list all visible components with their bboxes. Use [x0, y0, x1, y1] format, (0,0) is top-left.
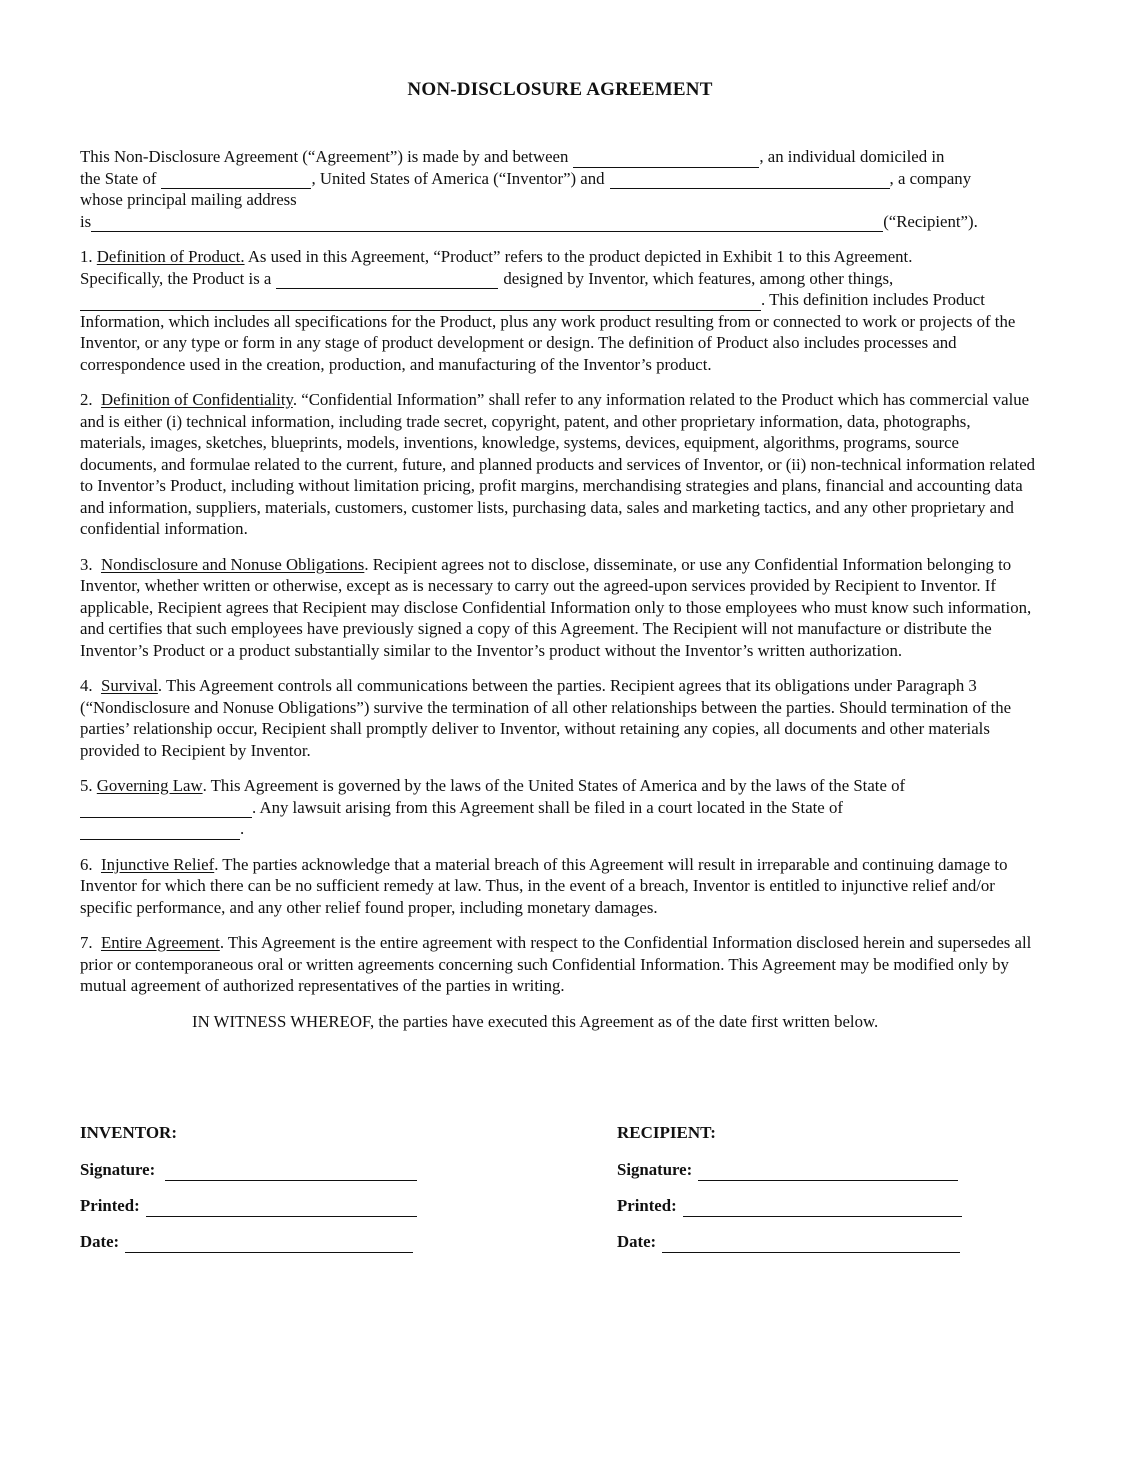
inventor-signature-line[interactable] [165, 1164, 417, 1181]
clause-heading: Survival [100, 676, 158, 695]
printed-label: Printed: [80, 1196, 140, 1215]
intro-line-3 [80, 189, 1040, 211]
intro-text: the State of [80, 168, 157, 188]
clause-6 [80, 854, 1040, 919]
clause-number: 3. [80, 554, 93, 574]
product-features-blank[interactable] [80, 294, 761, 311]
clause-text: . This Agreement is governed by the laws of the United States of America and by the laws of the State of [202, 776, 906, 795]
governing-state-blank[interactable] [80, 801, 252, 818]
clause-text: . Any lawsuit arising from this Agreement shall be filed in a court located in the State of [252, 797, 843, 817]
inventor-date-line[interactable] [125, 1236, 413, 1253]
recipient-signature-block [617, 1122, 977, 1268]
clause-1-line-1 [80, 246, 1040, 268]
witness-statement: IN WITNESS WHEREOF, the parties have executed this Agreement as of the date first written below. [192, 1011, 879, 1031]
clause-text: . Recipient agrees not to disclose, disseminate, or use any Confidential Information belonging to Inventor, whether written or otherwise, except as is necessary to carry out the agreed-upon services provided by Recipient to Inventor. If applicable, Recipient agrees that Recipient may disclose Confidential Information only to those employees who must know such information, and certifies that such employees have previously signed a copy of this Agreement. The Recipient will not manufacture or distribute the Inventor’s Product or a product substantially similar to the Inventor’s product without the Inventor’s written authorization. [80, 554, 1032, 660]
signature-label: Signature: [617, 1160, 693, 1179]
clause-number: 4. [80, 676, 93, 695]
clause-heading: Injunctive Relief [100, 854, 215, 874]
inventor-printed-line[interactable] [146, 1200, 417, 1217]
clause-heading: Nondisclosure and Nonuse Obligations [100, 554, 365, 574]
intro-text: , a company [889, 168, 972, 188]
inventor-name-blank[interactable] [573, 151, 759, 168]
recipient-address-blank[interactable] [91, 215, 883, 232]
recipient-heading: RECIPIENT: [617, 1123, 716, 1142]
intro-text: , an individual domiciled in [759, 147, 945, 166]
intro-line-4 [80, 211, 1040, 233]
recipient-signature-line[interactable] [698, 1164, 958, 1181]
clause-5-line-2 [80, 797, 1040, 819]
clause-5-line-1 [80, 775, 1040, 797]
clause-number: 1. [80, 247, 93, 266]
clause-text: . This Agreement controls all communications between the parties. Recipient agrees that its obligations under Paragraph 3 (“Nondisclosure and Nonuse Obligations”) survive the termination of all other relationships between the parties. Should termination of the parties’ relationship occur, Recipient shall promptly deliver to Inventor, without retaining any copies, all documents and other materials provided to Recipient by Inventor. [80, 676, 1012, 760]
intro-text: (“Recipient”). [883, 211, 978, 231]
inventor-heading: INVENTOR: [80, 1123, 177, 1142]
clause-number: 2. [80, 390, 93, 409]
intro-text: This Non-Disclosure Agreement (“Agreement”) is made by and between [80, 147, 569, 166]
clause-1-line-3 [80, 289, 1040, 311]
clause-5-line-3 [80, 818, 1040, 840]
clause-1-line-2 [80, 268, 1040, 290]
clause-text: As used in this Agreement, “Product” refers to the product depicted in Exhibit 1 to this Agreement. [244, 247, 913, 266]
clause-text: . This definition includes Product [761, 290, 985, 309]
clause-heading: Governing Law [96, 776, 203, 795]
clause-heading: Definition of Product. [96, 247, 245, 266]
clause-text: designed by Inventor, which features, among other things, [503, 268, 894, 288]
inventor-signature-row [80, 1160, 440, 1181]
inventor-date-row [80, 1232, 440, 1253]
intro-line-1 [80, 146, 1040, 168]
inventor-printed-row [80, 1196, 440, 1217]
signature-label: Signature: [80, 1160, 156, 1179]
clause-number: 7. [80, 933, 93, 952]
printed-label: Printed: [617, 1196, 677, 1215]
clause-text: Information, which includes all specifications for the Product, plus any work product resulting from or connected to work or projects of the Inventor, or any type or form in any stage of product development or design. The definition of Product also includes processes and correspondence used in the creation, production, and manufacturing of the Inventor’s product. [80, 311, 1016, 374]
inventor-state-blank[interactable] [161, 172, 311, 189]
clause-5 [80, 775, 1040, 840]
clause-text: Specifically, the Product is a [80, 268, 272, 288]
clause-text: . This Agreement is the entire agreement with respect to the Confidential Information disclosed herein and supersedes all prior or contemporaneous oral or written agreements concerning such Confidential Information. This Agreement may be modified only by mutual agreement of authorized representatives of the parties in writing. [80, 933, 1032, 995]
recipient-signature-row [617, 1160, 977, 1181]
recipient-printed-line[interactable] [683, 1200, 962, 1217]
clause-number: 5. [80, 776, 93, 795]
product-type-blank[interactable] [276, 272, 498, 289]
clause-1 [80, 246, 1040, 375]
recipient-date-row [617, 1232, 977, 1253]
clause-heading: Definition of Confidentiality [100, 390, 293, 409]
clause-text: . [240, 819, 245, 838]
document-title: NON-DISCLOSURE AGREEMENT [407, 79, 713, 100]
clause-number: 6. [80, 854, 93, 874]
intro-paragraph [80, 146, 1040, 232]
recipient-company-blank[interactable] [610, 172, 890, 189]
intro-line-2 [80, 168, 1040, 190]
intro-text: , United States of America (“Inventor”) and [311, 168, 605, 188]
intro-text: whose principal mailing address [80, 190, 297, 209]
document-page [80, 74, 1040, 1251]
intro-text: is [80, 211, 92, 231]
clause-text: . The parties acknowledge that a material breach of this Agreement will result in irreparable and continuing damage to Inventor for which there can be no sufficient remedy at law. Thus, in the event of a breach, Inventor is entitled to injunctive relief and/or specific performance, and any other relief found proper, including monetary damages. [80, 854, 1008, 917]
court-state-blank[interactable] [80, 823, 240, 840]
clause-heading: Entire Agreement [100, 933, 220, 952]
clause-2 [80, 389, 1040, 540]
clause-4 [80, 675, 1040, 761]
date-label: Date: [80, 1232, 120, 1251]
clause-text: . “Confidential Information” shall refer to any information related to the Product which has commercial value and is either (i) technical information, including trade secret, copyright, patent, and other proprietary information, data, photographs, materials, images, sketches, blueprints, models, inventions, knowledge, systems, devices, equipment, algorithms, programs, source documents, and formulae related to the current, future, and planned products and services of Inventor, or (ii) non-technical information related to Inventor’s Product, including without limitation pricing, profit margins, merchandising strategies and plans, financial and accounting data and information, suppliers, materials, customers, customer lists, purchasing data, sales and marketing tactics, and any other proprietary and confidential information. [80, 390, 1036, 538]
clause-7 [80, 932, 1040, 997]
inventor-signature-block [80, 1122, 440, 1268]
recipient-date-line[interactable] [662, 1236, 960, 1253]
clause-3 [80, 554, 1040, 662]
date-label: Date: [617, 1232, 657, 1251]
recipient-printed-row [617, 1196, 977, 1217]
